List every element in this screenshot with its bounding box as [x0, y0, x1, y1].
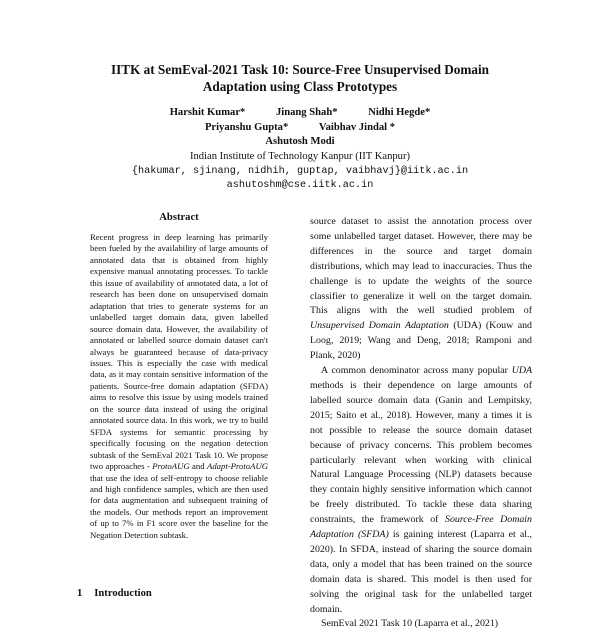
author-row-2 [60, 121, 540, 136]
author-name: Harshit Kumar* [169, 107, 246, 118]
author-row-1 [60, 106, 540, 121]
affiliation: Indian Institute of Technology Kanpur (IIT Kanpur) [189, 151, 411, 162]
paragraph [310, 215, 532, 364]
section-heading-introduction [77, 588, 152, 599]
abstract-text-part: and [189, 461, 208, 472]
affiliation-block [60, 150, 540, 194]
abstract-text [90, 232, 268, 541]
left-column [90, 212, 268, 541]
paragraph-text: source dataset to assist the annotation process over some unlabelled target dataset. However, there may be differences in the source and target domain distributions, which may lead to inaccuracies. Thus the challenge is to update the weights of the source classifier to generalize it well on the target domain. This aligns with the well studied problem of [310, 216, 532, 317]
paragraph [310, 364, 532, 617]
author-name: Vaibhav Jindal * [318, 121, 396, 133]
author-list [60, 106, 540, 150]
author-name: Ashutosh Modi [265, 136, 335, 147]
right-column [310, 215, 532, 632]
abstract-text-part: that use the idea of self-entropy to choose reliable and high confidence samples, which are then used for data augmentation and subsequent training of the models. Our methods report an improvement of up to 7% in F1 score over the baseline for the Negation Detection subtask. [90, 472, 268, 540]
author-row-3 [60, 135, 540, 150]
author-name: Jinang Shah* [275, 107, 338, 118]
paragraph-text: (UDA) (Kouw and Loog, 2019; Wang and Deng, 2018; Ramponi and Plank, 2020) [310, 320, 532, 362]
abstract-text-part: Recent progress in deep learning has primarily been fueled by the availability of large amounts of annotated data that is obtained from highly expensive manual annotating processes. To tackle this issue of availability of annotated data, a lot of research has been done on unsupervised domain adaptation that tries to generate systems for an unlabelled target domain data, given labelled source domain data. However, the availability of annotated or labelled source domain dataset can't always be guaranteed because of data-privacy issues. This is especially the case with medical data, as it may contain sensitive information of the patients. Source-free domain adaptation (SFDA) aims to resolve this issue by using models trained on the source data instead of using the original annotated source data. In this work, we try to build SFDA systems for semantic processing by specifically focusing on the negation detection subtask of the SemEval 2021 Task 10. We propose two approaches - [90, 232, 268, 472]
term-uda: Unsupervised Domain Adaptation [310, 320, 449, 332]
paper-title [60, 61, 540, 95]
title-line-2: Adaptation using Class Prototypes [202, 79, 398, 94]
section-number: 1 [77, 588, 83, 599]
term-sfda: Source-Free Domain Adaptation (SFDA) [310, 514, 532, 541]
title-line-1: IITK at SemEval-2021 Task 10: Source-Free Unsupervised Domain [111, 62, 489, 77]
paragraph-text: A common denominator across many popular [321, 365, 512, 377]
paragraph-text: is gaining interest (Laparra et al., 2020). In SFDA, instead of sharing the source domain data, only a model that has been trained on the source domain data is shared. This model is then used for solving the original task for the unlabelled target domain. [310, 529, 532, 615]
paragraph-text: methods is their dependence on large amounts of labelled source domain data (Ganin and Lempitsky, 2015; Saito et al., 2018). However, many a times it is not possible to release the source domain dataset because of privacy concerns. This problem becomes particularly relevant when working with clinical Natural Language Processing (NLP) datasets because they contain highly sensitive information which cannot be freely distributed. To tackle these data sharing constraints, the framework of [310, 379, 532, 526]
author-name: Priyanshu Gupta* [204, 121, 289, 133]
abstract-heading: Abstract [159, 212, 199, 223]
author-emails: {hakumar, sjinang, nidhih, guptap, vaibhavj}@iitk.ac.in [131, 165, 469, 177]
term-uda-short: UDA [511, 365, 532, 377]
section-title: Introduction [94, 588, 152, 599]
method-name-adapt-protoaug: Adapt-ProtoAUG [207, 461, 268, 472]
paragraph: SemEval 2021 Task 10 (Laparra et al., 2021) [321, 618, 499, 630]
method-name-protoaug: ProtoAUG [152, 461, 190, 472]
author-email-2: ashutoshm@cse.iitk.ac.in [226, 180, 374, 191]
author-name: Nidhi Hegde* [368, 107, 431, 118]
